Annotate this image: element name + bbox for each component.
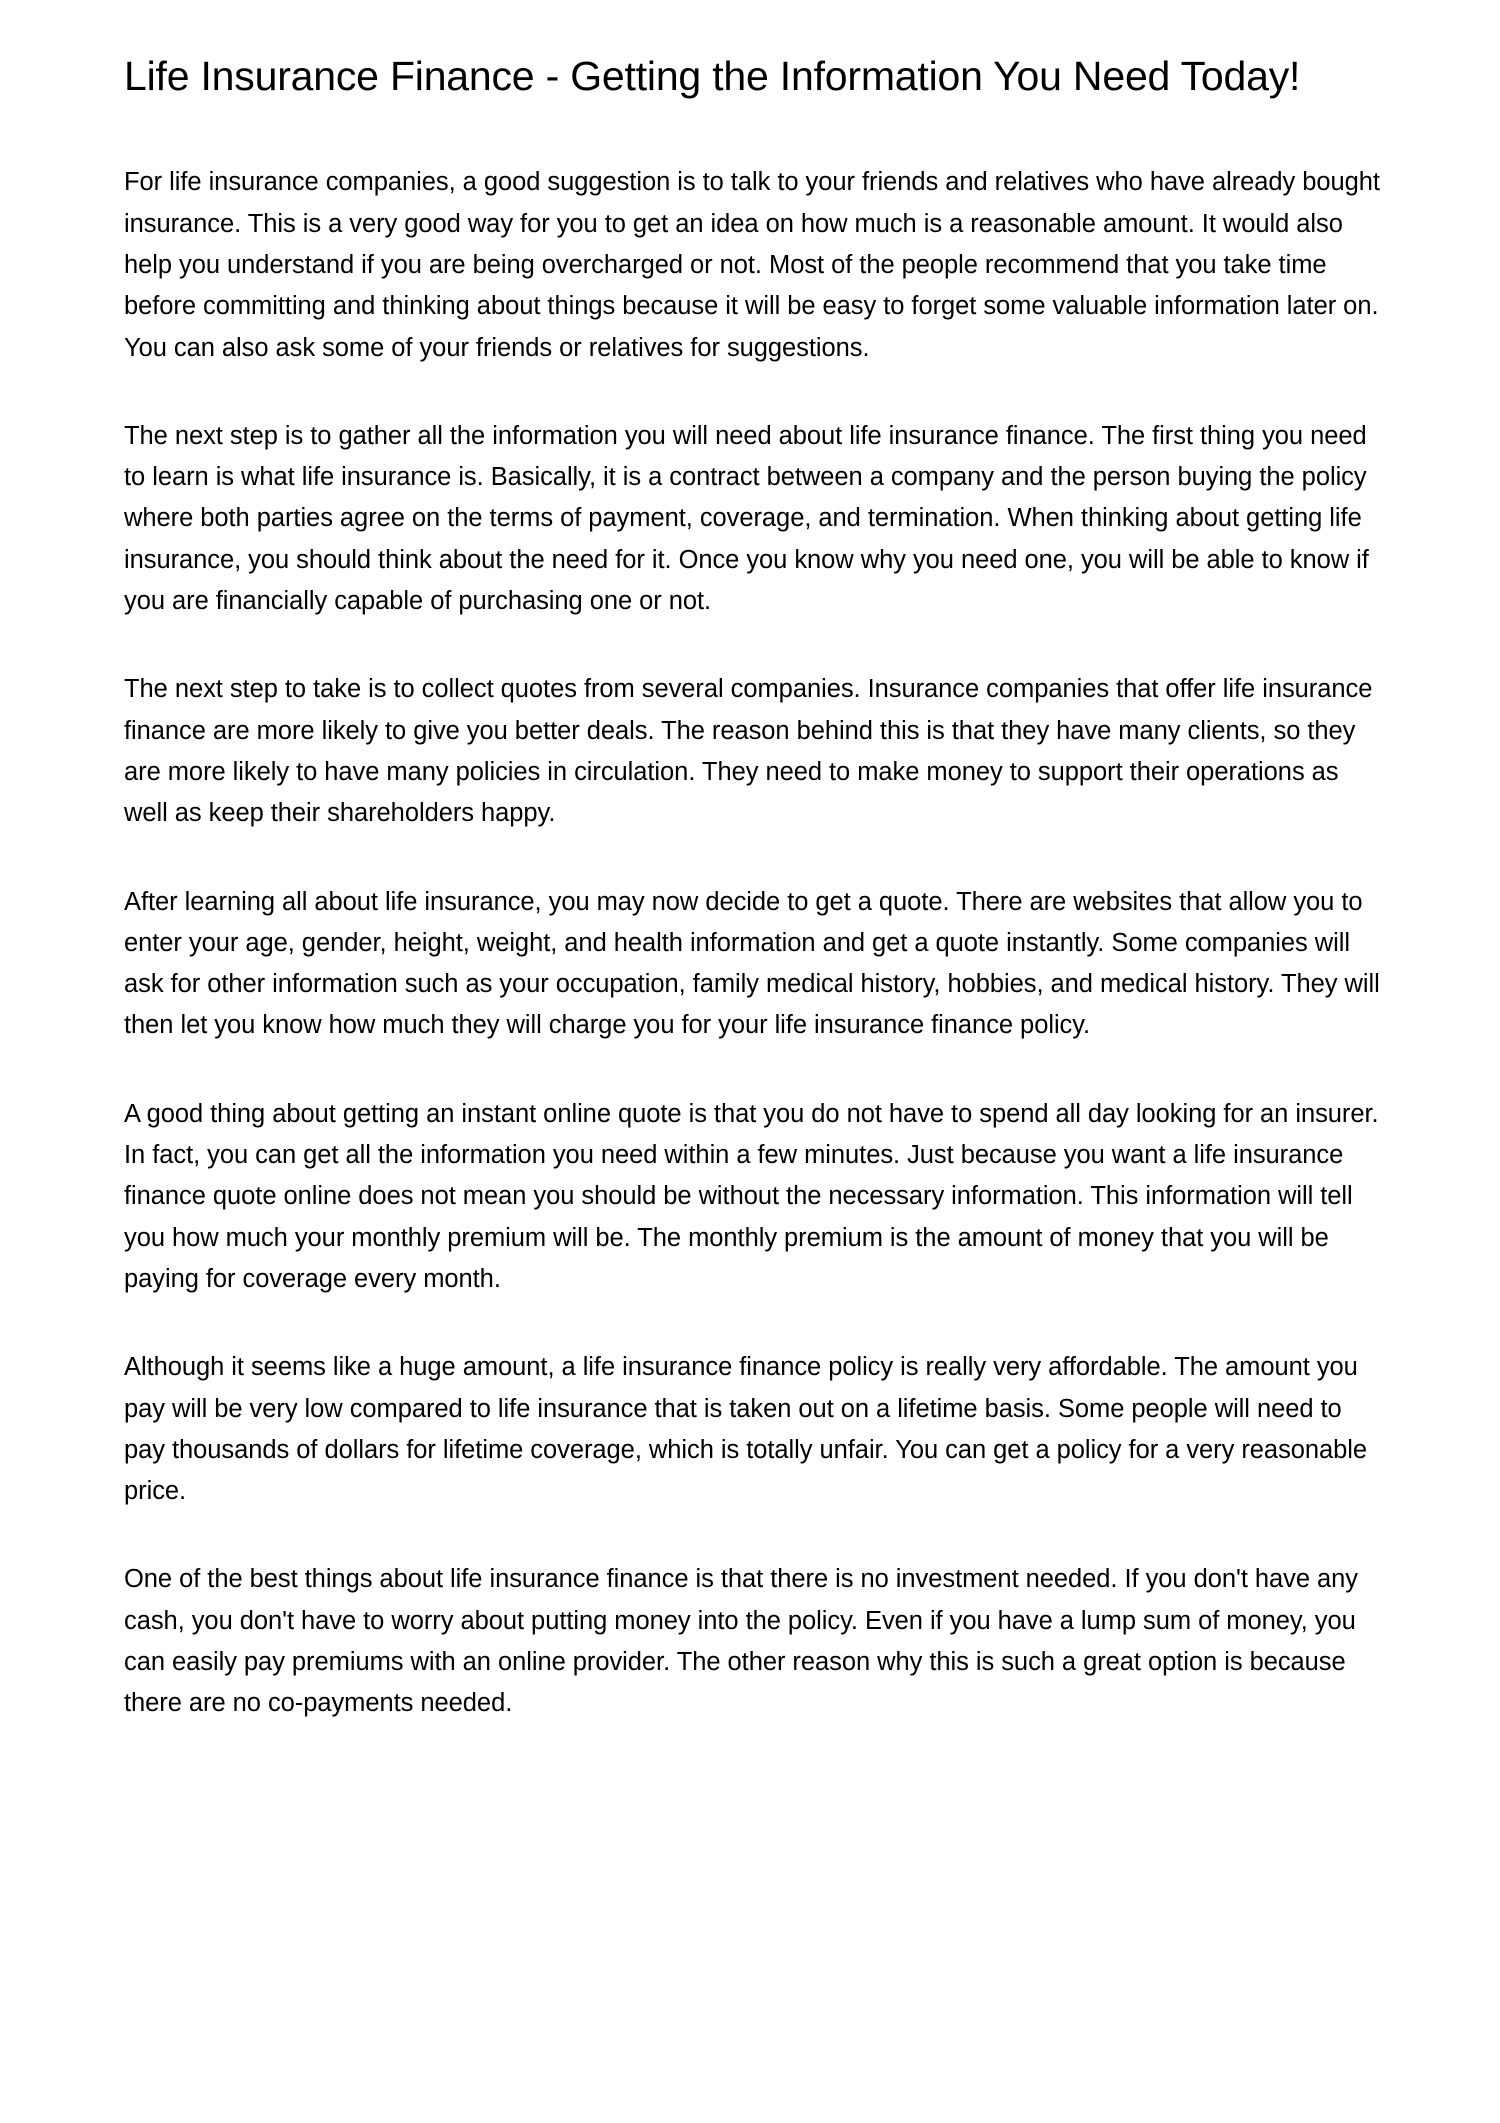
- paragraph: The next step is to gather all the information you will need about life insurance finance. The first thing you need to learn is what life insurance is. Basically, it is a contract between a company and the person buying the policy where both parties agree on the terms of payment, coverage, and termination. When thinking about getting life insurance, you should think about the need for it. Once you know why you need one, you will be able to know if you are financially capable of purchasing one or not.: [124, 421, 1369, 616]
- paragraph: For life insurance companies, a good suggestion is to talk to your friends and relatives who have already bought insurance. This is a very good way for you to get an idea on how much is a reasonable amount. It would also help you understand if you are being overcharged or not. Most of the people recommend that you take time before committing and thinking about things because it will be easy to forget some valuable information later on. You can also ask some of your friends or relatives for suggestions.: [124, 168, 1380, 362]
- page-title: Life Insurance Finance - Getting the Information You Need Today!: [124, 53, 1301, 99]
- paragraph: One of the best things about life insurance finance is that there is no investment needed. If you don't have any cash, you don't have to worry about putting money into the policy. Even if you have a lump sum of money, you can easily pay premiums with an online provider. The other reason why this is such a great option is because there are no co-payments needed.: [124, 1565, 1358, 1718]
- paragraph: After learning all about life insurance, you may now decide to get a quote. There are websites that allow you to enter your age, gender, height, weight, and health information and get a quote instantly. Some companies will ask for other information such as your occupation, family medical history, hobbies, and medical history. They will then let you know how much they will charge you for your life insurance finance policy.: [124, 887, 1380, 1040]
- paragraph: Although it seems like a huge amount, a life insurance finance policy is really very affordable. The amount you pay will be very low compared to life insurance that is taken out on a lifetime basis. Some people will need to pay thousands of dollars for lifetime coverage, which is totally unfair. You can get a policy for a very reasonable price.: [124, 1353, 1368, 1506]
- document-body: [124, 162, 1382, 1724]
- paragraph: The next step to take is to collect quotes from several companies. Insurance companies that offer life insurance finance are more likely to give you better deals. The reason behind this is that they have many clients, so they are more likely to have many policies in circulation. They need to make money to support their operations as well as keep their shareholders happy.: [124, 675, 1373, 828]
- paragraph: A good thing about getting an instant online quote is that you do not have to spend all day looking for an insurer. In fact, you can get all the information you need within a few minutes. Just because you want a life insurance finance quote online does not mean you should be without the necessary information. This information will tell you how much your monthly premium will be. The monthly premium is the amount of money that you will be paying for coverage every month.: [124, 1099, 1379, 1293]
